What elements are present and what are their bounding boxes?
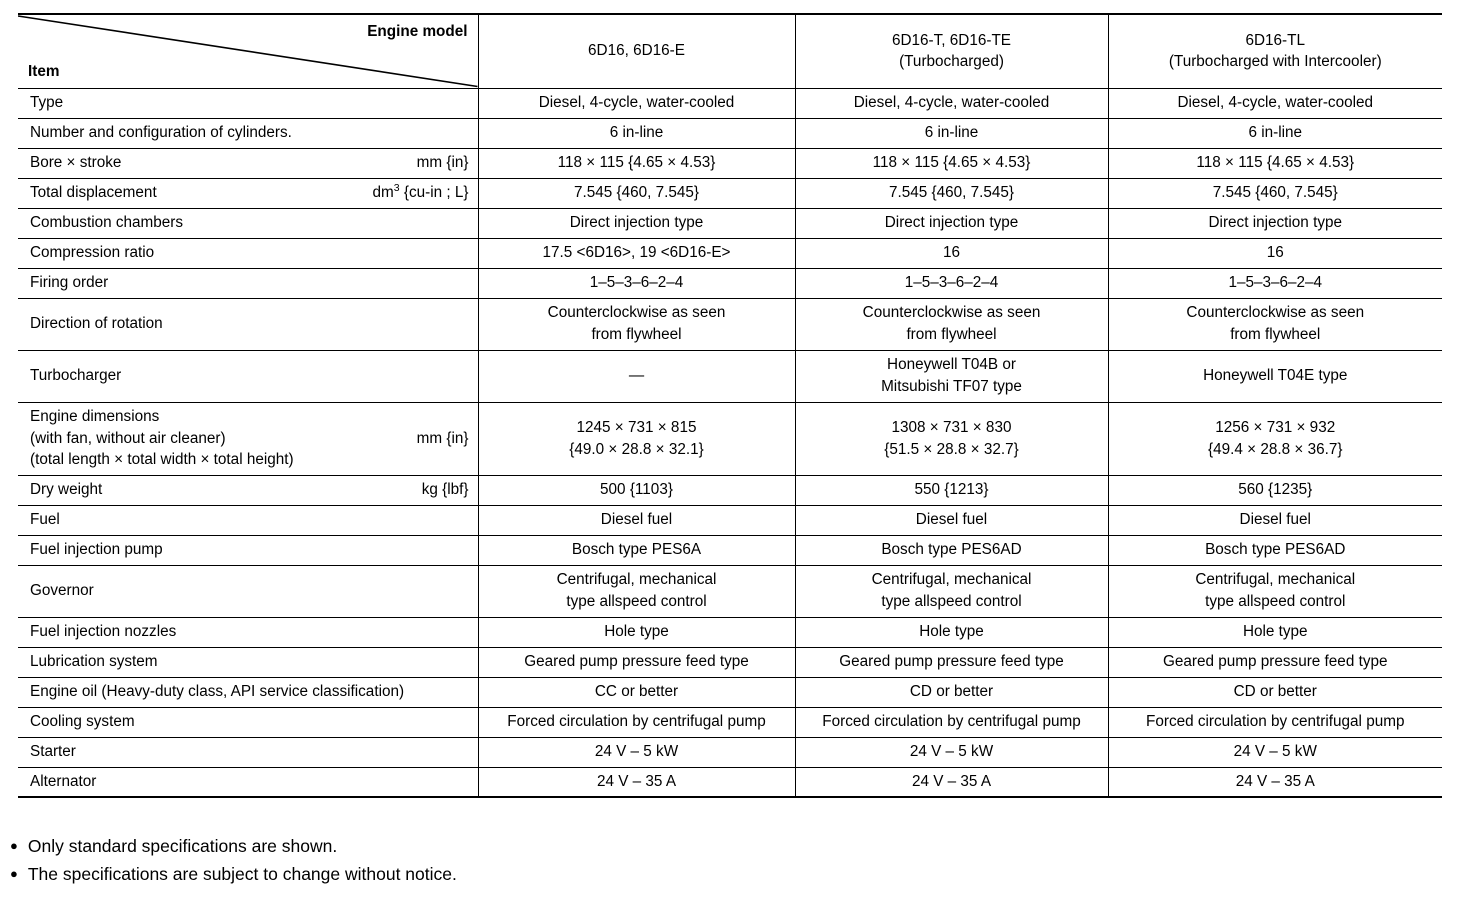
row-value-cell-1 bbox=[478, 565, 795, 617]
row-item-cell bbox=[18, 298, 478, 350]
row-value-cell-1 bbox=[478, 505, 795, 535]
table-row bbox=[18, 767, 1442, 797]
row-value-cell-2 bbox=[795, 350, 1108, 402]
column-header-2 bbox=[795, 14, 1108, 88]
row-value-text: 118 × 115 {4.65 × 4.53} bbox=[557, 154, 716, 172]
row-value-text: 560 {1235} bbox=[1238, 481, 1313, 499]
row-value-text: Geared pump pressure feed type bbox=[524, 653, 749, 671]
row-item-cell bbox=[18, 677, 478, 707]
row-value-cell-2 bbox=[795, 475, 1108, 505]
row-value-cell-3 bbox=[1108, 208, 1442, 238]
row-value-text: Mitsubishi TF07 type bbox=[881, 378, 1022, 395]
row-value-cell-1 bbox=[478, 535, 795, 565]
row-value-cell-2 bbox=[795, 647, 1108, 677]
row-value-text: 1–5–3–6–2–4 bbox=[589, 274, 684, 292]
row-value-text: Hole type bbox=[919, 623, 984, 641]
row-value-text: Honeywell T04B or bbox=[887, 356, 1016, 374]
row-value-text: CD or better bbox=[909, 683, 994, 701]
row-value-text: Forced circulation by centrifugal pump bbox=[1146, 713, 1405, 731]
row-value-cell-1 bbox=[478, 88, 795, 118]
row-value-text: Diesel fuel bbox=[600, 511, 673, 529]
row-value-text: Diesel, 4-cycle, water-cooled bbox=[1177, 94, 1374, 112]
row-value-cell-2 bbox=[795, 767, 1108, 797]
footnote-item bbox=[10, 860, 910, 888]
row-value-text: CD or better bbox=[1233, 683, 1317, 701]
row-value-cell-2 bbox=[795, 148, 1108, 178]
row-value-cell-1 bbox=[478, 402, 795, 475]
row-value-text: Hole type bbox=[604, 623, 669, 641]
row-value-text: 24 V – 5 kW bbox=[1233, 743, 1317, 761]
row-value-text: Bosch type PES6AD bbox=[881, 541, 1022, 559]
row-value-cell-2 bbox=[795, 677, 1108, 707]
table-row bbox=[18, 208, 1442, 238]
row-value-cell-3 bbox=[1108, 767, 1442, 797]
row-value-text: 7.545 {460, 7.545} bbox=[1212, 184, 1338, 202]
row-value-cell-2 bbox=[795, 505, 1108, 535]
row-value-text: Forced circulation by centrifugal pump bbox=[507, 713, 766, 731]
row-item-cell bbox=[18, 475, 478, 505]
row-value-cell-2 bbox=[795, 535, 1108, 565]
row-value-text: type allspeed control bbox=[566, 593, 707, 610]
row-value-text: Bosch type PES6A bbox=[571, 541, 702, 559]
row-value-text: {51.5 × 28.8 × 32.7} bbox=[884, 440, 1019, 458]
row-value-text: 118 × 115 {4.65 × 4.53} bbox=[1196, 154, 1355, 172]
table-row bbox=[18, 118, 1442, 148]
column-header-3-line2: (Turbocharged with Intercooler) bbox=[1168, 53, 1382, 71]
row-value-cell-2 bbox=[795, 208, 1108, 238]
row-value-cell-1 bbox=[478, 767, 795, 797]
table-row bbox=[18, 565, 1442, 617]
row-value-text: 24 V – 5 kW bbox=[909, 743, 994, 761]
row-value-cell-3 bbox=[1108, 350, 1442, 402]
column-header-1 bbox=[478, 14, 795, 88]
row-value-text: 550 {1213} bbox=[914, 481, 989, 499]
row-value-text: Bosch type PES6AD bbox=[1205, 541, 1346, 559]
row-item-label: Governor bbox=[30, 582, 94, 600]
row-value-text: Honeywell T04E type bbox=[1203, 367, 1348, 385]
row-item-label: Starter bbox=[30, 743, 76, 761]
row-value-cell-2 bbox=[795, 178, 1108, 208]
row-value-cell-3 bbox=[1108, 677, 1442, 707]
row-item-cell bbox=[18, 238, 478, 268]
table-row bbox=[18, 88, 1442, 118]
row-value-text: 6 in-line bbox=[924, 124, 979, 142]
row-value-text: 16 bbox=[1266, 244, 1284, 262]
row-item-label: Firing order bbox=[30, 274, 109, 292]
row-value-cell-1 bbox=[478, 178, 795, 208]
row-value-text: Centrifugal, mechanical bbox=[556, 571, 717, 589]
row-item-label: (with fan, without air cleaner) bbox=[30, 429, 226, 447]
row-value-cell-3 bbox=[1108, 565, 1442, 617]
footnote-text: The specifications are subject to change without notice. bbox=[27, 864, 457, 885]
table-header bbox=[18, 14, 1442, 88]
footnote-item bbox=[10, 832, 910, 860]
row-value-text: Direct injection type bbox=[569, 214, 704, 232]
row-value-text: Hole type bbox=[1242, 623, 1308, 641]
row-item-label: Fuel injection pump bbox=[30, 541, 163, 559]
row-item-unit: mm {in} bbox=[416, 429, 469, 447]
row-item-cell bbox=[18, 268, 478, 298]
row-value-text: from flywheel bbox=[1230, 326, 1321, 343]
row-value-text: 16 bbox=[942, 244, 960, 262]
column-header-2-line1: 6D16-T, 6D16-TE bbox=[891, 31, 1012, 49]
row-item-cell bbox=[18, 707, 478, 737]
row-value-text: 24 V – 35 A bbox=[1235, 772, 1315, 790]
column-header-3-line1: 6D16-TL bbox=[1245, 31, 1305, 49]
row-value-cell-3 bbox=[1108, 298, 1442, 350]
row-value-text: 7.545 {460, 7.545} bbox=[573, 184, 700, 202]
column-header-1-line1: 6D16, 6D16-E bbox=[588, 42, 685, 60]
row-value-text: Counterclockwise as seen bbox=[547, 304, 726, 322]
table-row bbox=[18, 677, 1442, 707]
row-value-text: 1–5–3–6–2–4 bbox=[1228, 274, 1323, 292]
row-value-text: 6 in-line bbox=[609, 124, 664, 142]
row-value-cell-2 bbox=[795, 238, 1108, 268]
row-item-cell bbox=[18, 350, 478, 402]
row-value-text: Diesel, 4-cycle, water-cooled bbox=[538, 94, 735, 112]
table-row bbox=[18, 737, 1442, 767]
row-item-label: Turbocharger bbox=[30, 367, 122, 385]
row-value-cell-1 bbox=[478, 208, 795, 238]
row-item-cell bbox=[18, 148, 478, 178]
row-value-text: 17.5 <6D16>, 19 <6D16-E> bbox=[542, 244, 731, 262]
row-value-text: — bbox=[628, 367, 645, 385]
header-corner-cell bbox=[18, 14, 478, 88]
row-item-label: Cooling system bbox=[30, 713, 135, 731]
row-value-cell-3 bbox=[1108, 178, 1442, 208]
table-row bbox=[18, 238, 1442, 268]
row-item-label: Type bbox=[30, 94, 64, 112]
engine-specifications-table bbox=[18, 13, 1442, 798]
row-item-label: Fuel bbox=[30, 511, 60, 529]
row-item-cell bbox=[18, 535, 478, 565]
row-value-text: type allspeed control bbox=[881, 593, 1022, 610]
header-row bbox=[18, 14, 1442, 88]
row-value-cell-2 bbox=[795, 707, 1108, 737]
row-item-unit: mm {in} bbox=[416, 154, 469, 172]
row-value-text: Geared pump pressure feed type bbox=[839, 653, 1064, 671]
row-value-cell-3 bbox=[1108, 88, 1442, 118]
row-value-cell-2 bbox=[795, 298, 1108, 350]
row-value-cell-1 bbox=[478, 268, 795, 298]
row-value-cell-1 bbox=[478, 238, 795, 268]
table-row bbox=[18, 475, 1442, 505]
row-value-text: 6 in-line bbox=[1248, 124, 1303, 142]
table-row bbox=[18, 617, 1442, 647]
row-value-cell-2 bbox=[795, 617, 1108, 647]
row-item-cell bbox=[18, 505, 478, 535]
row-value-cell-1 bbox=[478, 350, 795, 402]
bullet-icon: ● bbox=[10, 838, 18, 853]
table-row bbox=[18, 535, 1442, 565]
row-value-cell-2 bbox=[795, 402, 1108, 475]
row-value-text: Centrifugal, mechanical bbox=[1195, 571, 1356, 589]
row-value-cell-3 bbox=[1108, 617, 1442, 647]
row-value-cell-3 bbox=[1108, 505, 1442, 535]
row-item-label: Bore × stroke bbox=[30, 154, 122, 172]
row-value-text: Diesel fuel bbox=[1239, 511, 1311, 529]
row-item-label: (total length × total width × total height) bbox=[30, 451, 294, 469]
row-item-cell bbox=[18, 737, 478, 767]
row-value-text: {49.4 × 28.8 × 36.7} bbox=[1208, 440, 1343, 458]
row-value-text: 24 V – 5 kW bbox=[594, 743, 679, 761]
engine-model-label: Engine model bbox=[367, 23, 468, 40]
row-value-text: 118 × 115 {4.65 × 4.53} bbox=[872, 154, 1031, 172]
row-value-text: type allspeed control bbox=[1205, 593, 1346, 610]
row-item-cell bbox=[18, 88, 478, 118]
table-row bbox=[18, 505, 1442, 535]
table-row bbox=[18, 298, 1442, 350]
row-item-cell bbox=[18, 565, 478, 617]
table-row bbox=[18, 148, 1442, 178]
table-row bbox=[18, 268, 1442, 298]
row-item-cell bbox=[18, 767, 478, 797]
row-item-label: Lubrication system bbox=[30, 653, 158, 671]
row-item-label: Engine dimensions bbox=[30, 407, 160, 425]
row-value-cell-1 bbox=[478, 617, 795, 647]
row-value-cell-3 bbox=[1108, 118, 1442, 148]
table-body bbox=[18, 88, 1442, 797]
row-item-cell bbox=[18, 178, 478, 208]
row-value-cell-1 bbox=[478, 118, 795, 148]
row-value-text: 1256 × 731 × 932 bbox=[1215, 418, 1336, 436]
row-value-cell-2 bbox=[795, 565, 1108, 617]
table-row bbox=[18, 350, 1442, 402]
column-header-3 bbox=[1108, 14, 1442, 88]
row-value-text: Diesel, 4-cycle, water-cooled bbox=[853, 94, 1050, 112]
row-item-cell bbox=[18, 617, 478, 647]
row-value-cell-2 bbox=[795, 737, 1108, 767]
row-item-unit: kg {lbf} bbox=[421, 481, 469, 499]
row-value-cell-3 bbox=[1108, 475, 1442, 505]
row-value-cell-1 bbox=[478, 677, 795, 707]
row-value-text: 1245 × 731 × 815 bbox=[576, 418, 697, 436]
row-value-text: Counterclockwise as seen bbox=[862, 304, 1041, 322]
row-value-text: 1308 × 731 × 830 bbox=[891, 418, 1012, 436]
row-item-label: Dry weight bbox=[30, 481, 103, 499]
row-value-text: Direct injection type bbox=[1208, 214, 1342, 232]
row-value-text: 24 V – 35 A bbox=[911, 772, 992, 790]
row-value-cell-1 bbox=[478, 647, 795, 677]
row-value-cell-2 bbox=[795, 268, 1108, 298]
row-value-text: 500 {1103} bbox=[600, 481, 673, 499]
row-item-label: Total displacement bbox=[30, 184, 157, 202]
row-item-label: Number and configuration of cylinders. bbox=[30, 124, 292, 142]
row-value-text: Centrifugal, mechanical bbox=[871, 571, 1032, 589]
row-item-label: Combustion chambers bbox=[30, 214, 184, 232]
row-item-label: Fuel injection nozzles bbox=[30, 623, 177, 641]
table-row bbox=[18, 178, 1442, 208]
row-value-cell-1 bbox=[478, 737, 795, 767]
row-value-cell-1 bbox=[478, 707, 795, 737]
row-value-cell-3 bbox=[1108, 737, 1442, 767]
row-value-cell-3 bbox=[1108, 238, 1442, 268]
item-label: Item bbox=[28, 62, 60, 80]
bullet-icon: ● bbox=[10, 866, 18, 882]
row-value-text: Counterclockwise as seen bbox=[1186, 304, 1365, 322]
table-row bbox=[18, 402, 1442, 475]
row-value-cell-3 bbox=[1108, 707, 1442, 737]
row-value-text: Direct injection type bbox=[884, 214, 1019, 232]
row-value-cell-1 bbox=[478, 475, 795, 505]
table-row bbox=[18, 647, 1442, 677]
row-item-cell bbox=[18, 208, 478, 238]
row-item-cell bbox=[18, 402, 478, 475]
row-value-text: from flywheel bbox=[591, 326, 682, 343]
footnotes bbox=[10, 832, 910, 889]
footnote-text: Only standard specifications are shown. bbox=[27, 836, 338, 856]
table-row bbox=[18, 707, 1442, 737]
row-item-label: Direction of rotation bbox=[30, 315, 163, 333]
row-value-text: 1–5–3–6–2–4 bbox=[904, 274, 999, 292]
row-value-text: 7.545 {460, 7.545} bbox=[888, 184, 1015, 202]
row-value-text: CC or better bbox=[594, 683, 679, 701]
row-value-text: Geared pump pressure feed type bbox=[1163, 653, 1388, 671]
row-value-cell-3 bbox=[1108, 402, 1442, 475]
row-item-label: Compression ratio bbox=[30, 244, 155, 262]
column-header-2-line2: (Turbocharged) bbox=[899, 53, 1004, 71]
row-item-cell bbox=[18, 647, 478, 677]
row-value-text: 24 V – 35 A bbox=[596, 772, 677, 790]
row-value-text: Forced circulation by centrifugal pump bbox=[822, 713, 1081, 731]
row-value-cell-1 bbox=[478, 298, 795, 350]
row-value-cell-1 bbox=[478, 148, 795, 178]
row-value-text: {49.0 × 28.8 × 32.1} bbox=[569, 440, 704, 458]
row-value-text: from flywheel bbox=[906, 326, 997, 343]
row-value-text: Diesel fuel bbox=[915, 511, 988, 529]
row-item-cell bbox=[18, 118, 478, 148]
row-item-label: Engine oil (Heavy-duty class, API service classification) bbox=[30, 683, 405, 701]
row-value-cell-3 bbox=[1108, 647, 1442, 677]
row-value-cell-2 bbox=[795, 88, 1108, 118]
row-item-unit: $dm^3$ {cu-in ; L} bbox=[372, 182, 469, 202]
row-value-cell-2 bbox=[795, 118, 1108, 148]
row-value-cell-3 bbox=[1108, 268, 1442, 298]
row-value-cell-3 bbox=[1108, 148, 1442, 178]
row-item-label: Alternator bbox=[30, 772, 97, 790]
row-value-cell-3 bbox=[1108, 535, 1442, 565]
